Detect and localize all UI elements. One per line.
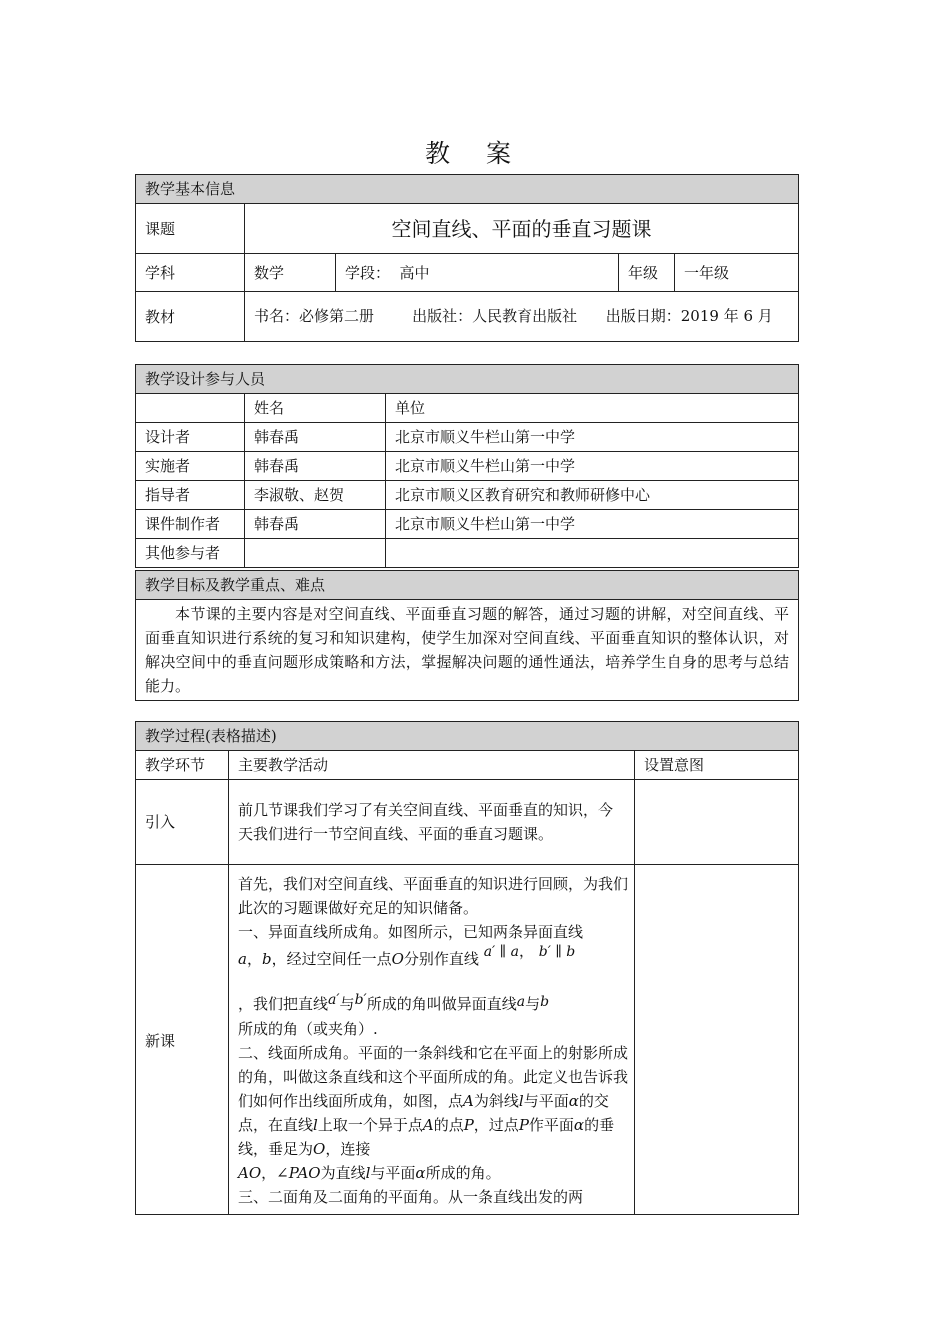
table-row <box>136 780 799 865</box>
recap-paragraph: 首先，我们对空间直线、平面垂直的知识进行回顾，为我们此次的习题课做好充足的知识储备。 <box>238 874 629 917</box>
participant-unit: 北京市顺义牛栏山第一中学 <box>386 452 799 481</box>
textbook-value: 书名：必修第二册 出版社：人民教育出版社 出版日期：2019 年 6 月 <box>245 292 799 342</box>
intro-activity: 前几节课我们学习了有关空间直线、平面垂直的知识，今天我们进行一节空间直线、平面的垂直习题课。 <box>229 780 635 865</box>
table-row <box>136 481 799 510</box>
table-row <box>136 452 799 481</box>
participant-role: 指导者 <box>136 481 245 510</box>
intro-intent <box>635 780 799 865</box>
process-header: 教学过程(表格描述) <box>136 722 799 751</box>
table-row <box>136 539 799 568</box>
subject-label: 学科 <box>136 254 245 292</box>
participants-table <box>135 364 799 568</box>
participant-unit: 北京市顺义区教育研究和教师研修中心 <box>386 481 799 510</box>
stage-text: 学段： 高中 <box>336 254 619 292</box>
participant-role: 设计者 <box>136 423 245 452</box>
topic-value: 空间直线、平面的垂直习题课 <box>245 204 799 254</box>
participant-unit: 北京市顺义牛栏山第一中学 <box>386 423 799 452</box>
grade-value: 一年级 <box>675 254 799 292</box>
participant-role: 课件制作者 <box>136 510 245 539</box>
basic-info-table <box>135 174 799 342</box>
topic-label: 课题 <box>136 204 245 254</box>
col-intent-header: 设置意图 <box>635 751 799 780</box>
new-activity <box>229 865 635 1215</box>
col-unit-header: 单位 <box>386 394 799 423</box>
objectives-header: 教学目标及教学重点、难点 <box>136 571 799 600</box>
line-plane-paragraph: 二、线面所成角。平面的一条斜线和它在平面上的射影所成的角，叫做这条直线和这个平面所成的角。此定义也告诉我们如何作出线面所成角，如图，点A为斜线l与平面α的交点，在直线l上取一个异于点A的点P，过点P作平面α的垂线，垂足为O，连接 AO，∠PAO为直线l与平面α所成的角。 <box>238 1043 629 1182</box>
participant-role: 实施者 <box>136 452 245 481</box>
participant-name: 韩春禹 <box>245 423 386 452</box>
participant-name: 韩春禹 <box>245 510 386 539</box>
basic-info-header: 教学基本信息 <box>136 175 799 204</box>
page-title: 教 案 <box>425 139 525 168</box>
subject-value: 数学 <box>245 254 336 292</box>
participant-unit <box>386 539 799 568</box>
participant-unit: 北京市顺义牛栏山第一中学 <box>386 510 799 539</box>
participants-corner <box>136 394 245 423</box>
grade-label: 年级 <box>619 254 675 292</box>
new-intent <box>635 865 799 1215</box>
process-table <box>135 721 799 1215</box>
participant-name <box>245 539 386 568</box>
col-activity-header: 主要教学活动 <box>229 751 635 780</box>
intro-stage: 引入 <box>136 780 229 865</box>
table-row <box>136 865 799 1215</box>
col-name-header: 姓名 <box>245 394 386 423</box>
skew-lines-paragraph: 一、异面直线所成角。如图所示，已知两条异面直线 a，b，经过空间任一点O分别作直线 a′ ∥ a， b′ ∥ b ，我们把直线a′与b′所成的角叫做异面直线a与b 所成的角（或夹角）. <box>238 922 584 1038</box>
col-stage-header: 教学环节 <box>136 751 229 780</box>
participant-role: 其他参与者 <box>136 539 245 568</box>
dihedral-paragraph: 三、二面角及二面角的平面角。从一条直线出发的两 <box>238 1187 584 1206</box>
new-stage: 新课 <box>136 865 229 1215</box>
table-row <box>136 510 799 539</box>
objectives-text: 本节课的主要内容是对空间直线、平面垂直习题的解答，通过习题的讲解，对空间直线、平面垂直知识进行系统的复习和知识建构，使学生加深对空间直线、平面垂直知识的整体认识，对解决空间中的垂直问题形成策略和方法，掌握解决问题的通性通法，培养学生自身的思考与总结能力。 <box>136 600 799 701</box>
objectives-table <box>135 570 799 701</box>
table-row <box>136 423 799 452</box>
participant-name: 韩春禹 <box>245 452 386 481</box>
participants-header: 教学设计参与人员 <box>136 365 799 394</box>
textbook-label: 教材 <box>136 292 245 342</box>
participant-name: 李淑敬、赵贺 <box>245 481 386 510</box>
